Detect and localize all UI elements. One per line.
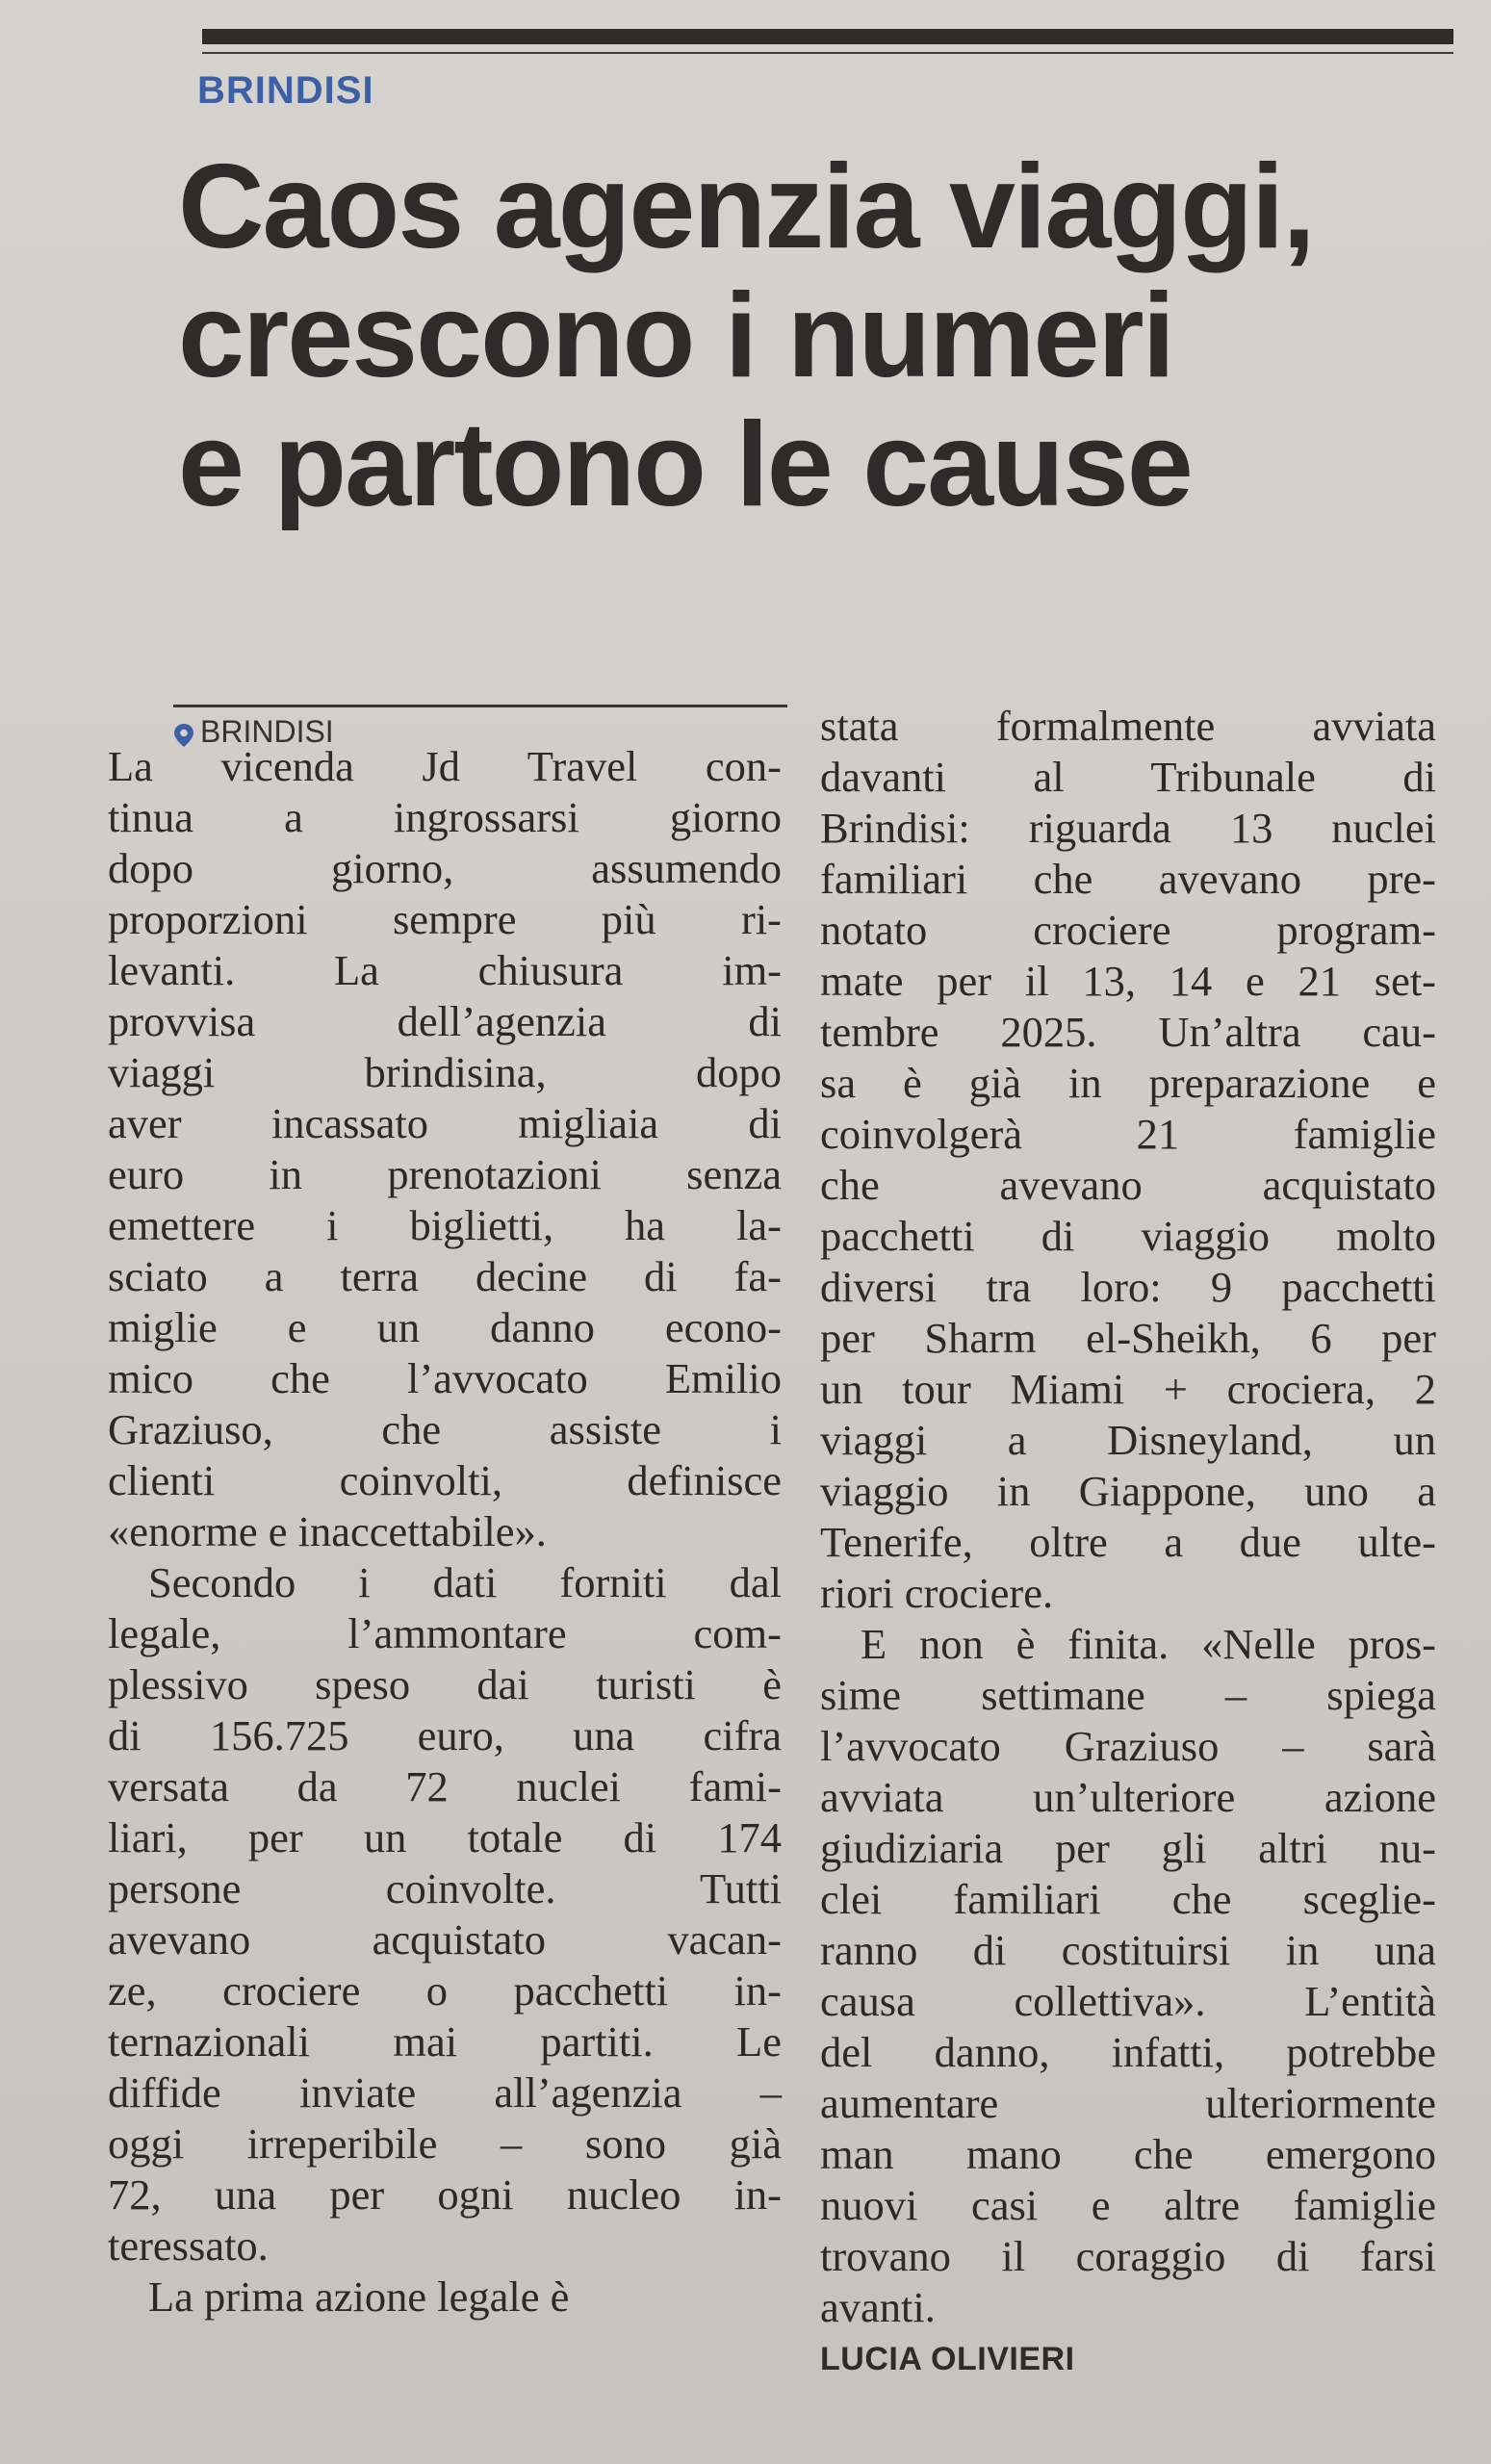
article-line: mico che l’avvocato Emilio [108, 1354, 782, 1402]
headline-line: e partono le cause [178, 398, 1192, 531]
article-line: l’avvocato Graziuso – sarà [820, 1722, 1436, 1770]
headline-line: crescono i numeri [178, 270, 1174, 402]
top-rule-thin [202, 52, 1453, 54]
article-line: ternazionali mai partiti. Le [108, 2017, 782, 2066]
article-line: avviata un’ulteriore azione [820, 1773, 1436, 1821]
article-line: familiari che avevano pre- [820, 855, 1436, 903]
article-line: diffide inviate all’agenzia – [108, 2068, 782, 2117]
article-line: Secondo i dati forniti dal [148, 1558, 782, 1606]
article-line: giudiziaria per gli altri nu- [820, 1824, 1436, 1872]
article-line: sime settimane – spiega [820, 1671, 1436, 1719]
article-line: levanti. La chiusura im- [108, 946, 782, 994]
article-line: causa collettiva». L’entità [820, 1977, 1436, 2025]
article-line: clei familiari che sceglie- [820, 1875, 1436, 1923]
article-line: proporzioni sempre più ri- [108, 895, 782, 943]
article-line: euro in prenotazioni senza [108, 1150, 782, 1198]
author-byline: LUCIA OLIVIERI [820, 2341, 1075, 2377]
article-line: ze, crociere o pacchetti in- [108, 1966, 782, 2015]
article-line: per Sharm el-Sheikh, 6 per [820, 1314, 1436, 1362]
article-line: davanti al Tribunale di [820, 753, 1436, 801]
article-line: un tour Miami + crociera, 2 [820, 1365, 1436, 1413]
article-line: clienti coinvolti, definisce [108, 1456, 782, 1504]
article-line: Tenerife, oltre a due ulte- [820, 1518, 1436, 1566]
column-rule [173, 705, 787, 707]
article-line: miglie e un danno econo- [108, 1303, 782, 1351]
article-line: nuovi casi e altre famiglie [820, 2181, 1436, 2229]
article-line: Brindisi: riguarda 13 nuclei [820, 804, 1436, 852]
section-kicker: BRINDISI [197, 69, 374, 112]
article-line: sciato a terra decine di fa- [108, 1252, 782, 1300]
article-line: teressato. [108, 2221, 269, 2270]
article-line: emettere i biglietti, ha la- [108, 1201, 782, 1249]
article-line: che avevano acquistato [820, 1161, 1436, 1209]
article-line: stata formalmente avviata [820, 702, 1436, 750]
article-line: tinua a ingrossarsi giorno [108, 793, 782, 841]
article-line: provvisa dell’agenzia di [108, 997, 782, 1045]
article-line: oggi irreperibile – sono già [108, 2119, 782, 2168]
article-line: trovano il coraggio di farsi [820, 2232, 1436, 2280]
top-rule [202, 29, 1453, 44]
article-line: viaggio in Giappone, uno a [820, 1467, 1436, 1515]
article-line: plessivo speso dai turisti è [108, 1660, 782, 1708]
article-line: dopo giorno, assumendo [108, 844, 782, 892]
article-line: notato crociere program- [820, 906, 1436, 954]
article-line: mate per il 13, 14 e 21 set- [820, 957, 1436, 1005]
article-line: viaggi brindisina, dopo [108, 1048, 782, 1096]
article-line: aver incassato migliaia di [108, 1099, 782, 1147]
article-line: coinvolgerà 21 famiglie [820, 1110, 1436, 1158]
article-line: sa è già in preparazione e [820, 1059, 1436, 1107]
article-line: Graziuso, che assiste i [108, 1405, 782, 1453]
article-line: diversi tra loro: 9 pacchetti [820, 1263, 1436, 1311]
article-line: di 156.725 euro, una cifra [108, 1711, 782, 1759]
article-line: persone coinvolte. Tutti [108, 1864, 782, 1912]
article-line: tembre 2025. Un’altra cau- [820, 1008, 1436, 1056]
article-line: 72, una per ogni nucleo in- [108, 2170, 782, 2219]
article-line: man mano che emergono [820, 2130, 1436, 2178]
headline-line: Caos agenzia viaggi, [178, 141, 1314, 273]
article-line: avevano acquistato vacan- [108, 1915, 782, 1964]
article-line: «enorme e inaccettabile». [108, 1507, 547, 1555]
article-line: La vicenda Jd Travel con- [108, 742, 782, 790]
article-line: E non è finita. «Nelle pros- [861, 1620, 1436, 1668]
article-line: avanti. [820, 2283, 936, 2331]
article-line: del danno, infatti, potrebbe [820, 2028, 1436, 2076]
article-line: legale, l’ammontare com- [108, 1609, 782, 1657]
article-column-right [820, 701, 1436, 2333]
article-line: pacchetti di viaggio molto [820, 1212, 1436, 1260]
article-line: La prima azione legale è [148, 2272, 570, 2321]
headline [178, 142, 1391, 529]
article-line: ranno di costituirsi in una [820, 1926, 1436, 1974]
dateline-text: BRINDISI [200, 714, 334, 749]
article-line: versata da 72 nuclei fami- [108, 1762, 782, 1810]
article-line: aumentare ulteriormente [820, 2079, 1436, 2127]
article-column-left [108, 741, 782, 2323]
article-line: riori crociere. [820, 1569, 1054, 1617]
article-line: liari, per un totale di 174 [108, 1813, 782, 1861]
article-line: viaggi a Disneyland, un [820, 1416, 1436, 1464]
